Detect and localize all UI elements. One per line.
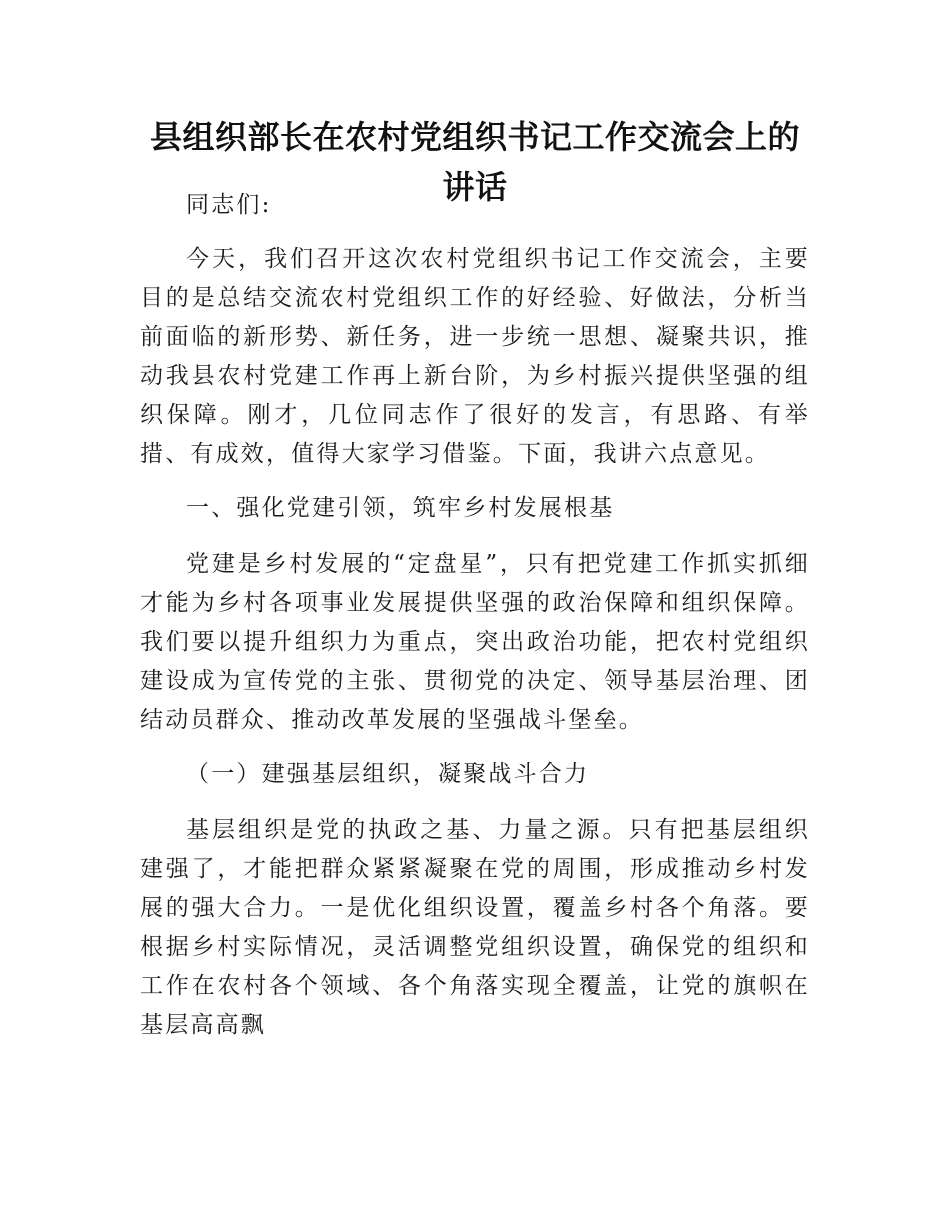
section-heading-1: 一、强化党建引领，筑牢乡村发展根基	[186, 495, 615, 521]
subsection-1-paragraph: 基层组织是党的执政之基、力量之源。只有把基层组织建强了，才能把群众紧紧凝聚在党的周围，形成推动乡村发展的强大合力。一是优化组织设置，覆盖乡村各个角落。要根据乡村实际情况，灵活调整党组织设置，确保党的组织和工作在农村各个领域、各个角落实现全覆盖，让党的旗帜在基层高高飘	[140, 817, 810, 1038]
section-1-paragraph: 党建是乡村发展的“定盘星”，只有把党建工作抓实抓细才能为乡村各项事业发展提供坚强的政治保障和组织保障。我们要以提升组织力为重点，突出政治功能，把农村党组织建设成为宣传党的主张、贯彻党的决定、领导基层治理、团结动员群众、推动改革发展的坚强战斗堡垒。	[140, 551, 810, 733]
intro-paragraph: 今天，我们召开这次农村党组织书记工作交流会，主要目的是总结交流农村党组织工作的好经验、好做法，分析当前面临的新形势、新任务，进一步统一思想、凝聚共识，推动我县农村党建工作再上新台阶，为乡村振兴提供坚强的组织保障。刚才，几位同志作了很好的发言，有思路、有举措、有成效，值得大家学习借鉴。下面，我讲六点意见。	[140, 246, 810, 467]
document-body	[140, 186, 810, 1060]
subsection-heading-1: （一）建强基层组织，凝聚战斗合力	[186, 761, 590, 787]
salutation-paragraph: 同志们:	[186, 192, 272, 218]
document-title: 县组织部长在农村党组织书记工作交流会上的讲话	[149, 118, 800, 206]
